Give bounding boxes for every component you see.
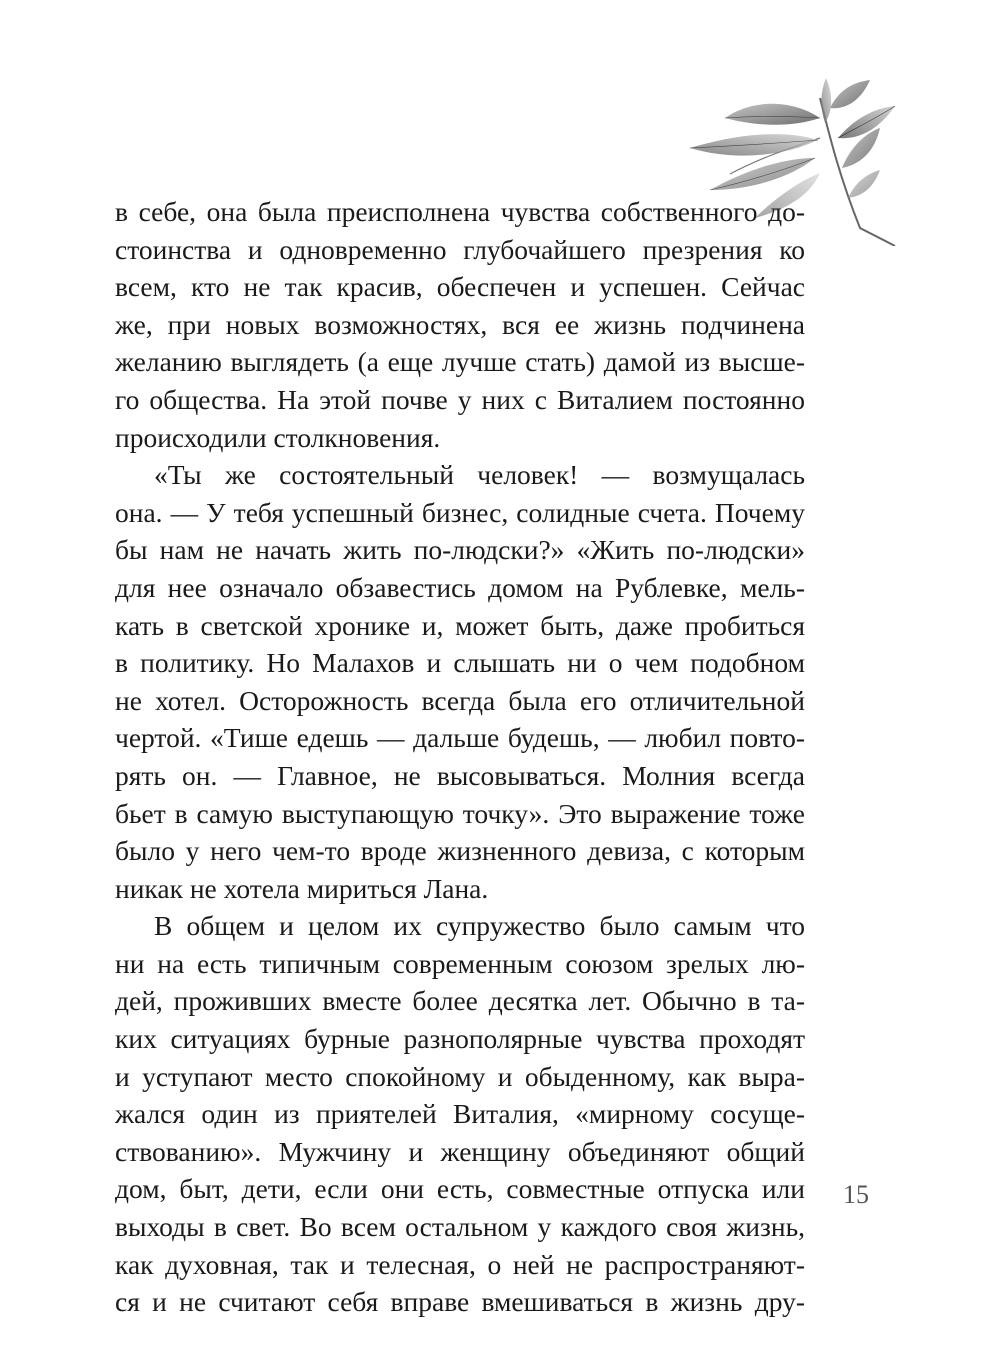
- text-line: ся и не считают себя вправе вмешиваться в жизнь дру-: [115, 1286, 805, 1318]
- text-line: бы нам не начать жить по-людски?» «Жить по-людски»: [115, 534, 805, 566]
- text-line: ких ситуациях бурные разнополярные чувства проходят: [115, 1023, 805, 1055]
- page-number: 15: [843, 1180, 869, 1209]
- text-line: ни на есть типичным современным союзом зрелых лю-: [115, 947, 805, 979]
- text-line: всем, кто не так красив, обеспечен и успешен. Сейчас: [115, 271, 805, 303]
- text-line: в политику. Но Малахов и слышать ни о чем подобном: [115, 647, 805, 679]
- text-line: дей, проживших вместе более десятка лет. Обычно в та-: [115, 985, 805, 1017]
- body-text: [115, 193, 805, 1321]
- text-line: было у него чем-то вроде жизненного девиза, с которым: [115, 835, 805, 867]
- text-line: чертой. «Тише едешь — дальше будешь, — любил повто-: [115, 722, 805, 754]
- text-line: го общества. На этой почве у них с Виталием постоянно: [115, 383, 805, 415]
- text-line: дом, быт, дети, если они есть, совместные отпуска или: [115, 1173, 805, 1205]
- text-line: выходы в свет. Во всем остальном у каждого своя жизнь,: [115, 1211, 805, 1243]
- text-line: она. — У тебя успешный бизнес, солидные счета. Почему: [115, 496, 805, 528]
- text-line: для нее означало обзавестись домом на Рублевке, мель-: [115, 571, 805, 603]
- text-line: происходили столкновения.: [115, 421, 441, 453]
- text-line: «Ты же состоятельный человек! — возмущалась: [154, 459, 805, 491]
- text-line: как духовная, так и телесная, о ней не распространяют-: [115, 1248, 805, 1280]
- text-line: В общем и целом их супружество было самым что: [154, 910, 805, 942]
- text-line: рять он. — Главное, не высовываться. Молния всегда: [115, 759, 805, 791]
- text-line: и уступают место спокойному и обыденному, как выра-: [115, 1060, 805, 1092]
- text-line: желанию выглядеть (а еще лучше стать) дамой из высше-: [115, 346, 805, 378]
- text-line: не хотел. Осторожность всегда была его отличительной: [115, 684, 805, 716]
- text-line: никак не хотела мириться Лана.: [115, 872, 489, 904]
- text-line: стоинства и одновременно глубочайшего презрения ко: [115, 233, 805, 265]
- text-line: жался один из приятелей Виталия, «мирному сосуще-: [115, 1098, 805, 1130]
- text-line: же, при новых возможностях, вся ее жизнь подчинена: [115, 308, 805, 340]
- text-line: в себе, она была преисполнена чувства собственного до-: [115, 196, 805, 227]
- text-line: бьет в самую выступающую точку». Это выражение тоже: [115, 797, 805, 829]
- text-line: кать в светской хронике и, может быть, даже пробиться: [115, 609, 805, 641]
- text-line: ствованию». Мужчину и женщину объединяют общий: [115, 1135, 805, 1167]
